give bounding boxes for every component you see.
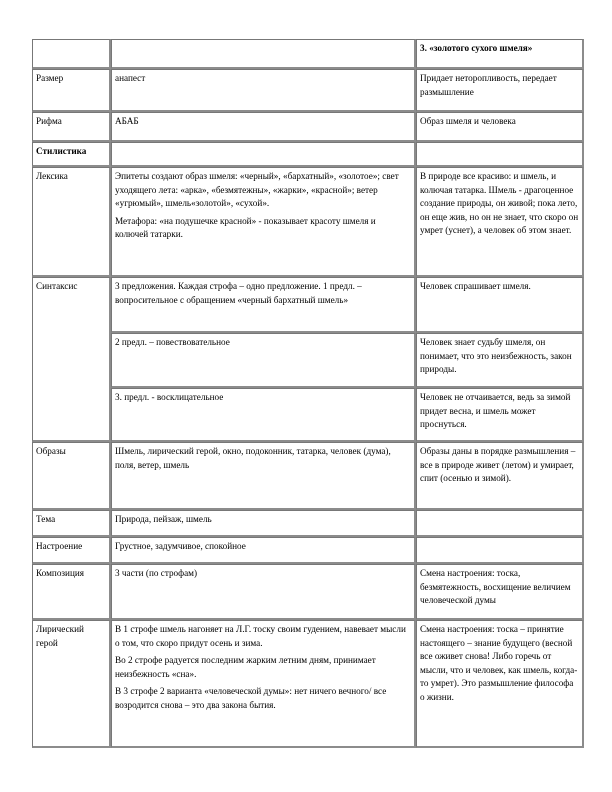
table-row xyxy=(32,277,584,333)
paragraph: В 3 строфе 2 варианта «человеческой думы»: нет ничего вечного/ все возродится снова – это два закона бытия. xyxy=(115,686,387,710)
table-cell xyxy=(111,620,416,748)
table-cell xyxy=(111,39,416,69)
table-cell: 3 предложения. Каждая строфа – одно предложение. 1 предл. – вопросительное с обращением «черный бархатный шмель» xyxy=(111,277,416,333)
row-label: Стилистика xyxy=(32,142,111,167)
table-row xyxy=(32,69,584,112)
table-cell: 3 части (по строфам) xyxy=(111,564,416,620)
table-row xyxy=(32,112,584,142)
table-row xyxy=(32,142,584,167)
table-cell: Образы даны в порядке размышления – все в природе живет (летом) и умирает, спит (осенью и зимой). xyxy=(416,442,584,510)
paragraph: Во 2 строфе радуется последним жарким летним дням, принимает неизбежность «сна». xyxy=(115,655,376,679)
table-cell xyxy=(111,142,416,167)
table-cell: Человек спрашивает шмеля. xyxy=(416,277,584,333)
table-row xyxy=(32,167,584,277)
table-row xyxy=(32,564,584,620)
table-row xyxy=(32,333,584,388)
row-label: Образы xyxy=(32,442,111,510)
table-cell xyxy=(416,537,584,564)
table-row xyxy=(32,537,584,564)
table-cell: 3. предл. - восклицательное xyxy=(111,388,416,442)
row-label: Тема xyxy=(32,510,111,537)
table-cell: Грустное, задумчивое, спокойное xyxy=(111,537,416,564)
table-cell xyxy=(111,167,416,277)
table-cell xyxy=(32,39,111,69)
paragraph: В 1 строфе шмель нагоняет на Л.Г. тоску своим гудением, навевает мысли о том, что скоро придут осень и зима. xyxy=(115,624,406,648)
table-row xyxy=(32,388,584,442)
table-cell: Образ шмеля и человека xyxy=(416,112,584,142)
table-row xyxy=(32,39,584,69)
table-cell: Смена настроения: тоска, безмятежность, восхищение величием человеческой думы xyxy=(416,564,584,620)
table-cell xyxy=(416,510,584,537)
row-label: Композиция xyxy=(32,564,111,620)
table-cell: Шмель, лирический герой, окно, подоконник, татарка, человек (дума), поля, ветер, шмель xyxy=(111,442,416,510)
table-cell: Природа, пейзаж, шмель xyxy=(111,510,416,537)
table-cell: анапест xyxy=(111,69,416,112)
table-cell: Человек не отчаивается, ведь за зимой придет весна, и шмель может проснуться. xyxy=(416,388,584,442)
row-label: Лирический герой xyxy=(32,620,111,748)
row-label: Рифма xyxy=(32,112,111,142)
table-row xyxy=(32,510,584,537)
row-label: Настроение xyxy=(32,537,111,564)
table-row xyxy=(32,620,584,748)
analysis-table xyxy=(32,39,584,748)
row-label: Размер xyxy=(32,69,111,112)
table-cell xyxy=(416,142,584,167)
paragraph: Эпитеты создают образ шмеля: «черный», «бархатный», «золотое»; свет уходящего лета: «арка», «безмятежны», «жарки», «красной»; ветер «угрюмый», шмель«золотой», «сухой». xyxy=(115,171,399,208)
table-cell: Человек знает судьбу шмеля, он понимает, что это неизбежность, закон природы. xyxy=(416,333,584,388)
table-cell: Придает неторопливость, передает размышление xyxy=(416,69,584,112)
table-cell: В природе все красиво: и шмель, и колючая татарка. Шмель - драгоценное создание природы, он живой; пока лето, он еще жив, но он не знает, что скоро он умрет (уснет), а человек об этом знает. xyxy=(416,167,584,277)
row-label: Синтаксис xyxy=(32,277,111,442)
table-cell: 2 предл. – повествовательное xyxy=(111,333,416,388)
row-label: Лексика xyxy=(32,167,111,277)
table-row xyxy=(32,442,584,510)
paragraph: Метафора: «на подушечке красной» - показывает красоту шмеля и колючей татарки. xyxy=(115,215,376,239)
table-cell: Смена настроения: тоска – принятие настоящего – знание будущего (весной все оживет снова! Либо горечь от мысли, что и человек, как шмель, когда-то умрет). Это размышление философа о жизни. xyxy=(416,620,584,748)
column-header-poem: 3. «золотого сухого шмеля» xyxy=(416,39,584,69)
table-cell: АБАБ xyxy=(111,112,416,142)
